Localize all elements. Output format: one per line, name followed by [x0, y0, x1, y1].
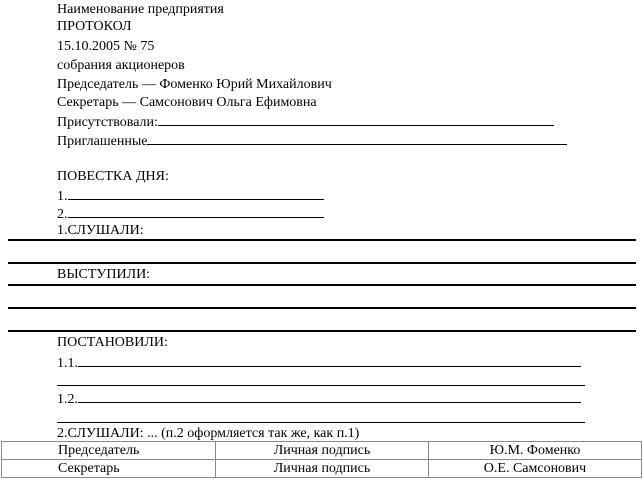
fill-rule [57, 385, 585, 386]
secretary-line: Секретарь — Самсонович Ольга Ефимовна [57, 95, 317, 110]
document-subject: собрания акционеров [57, 58, 185, 73]
resolution-item-number: 1.2. [57, 392, 78, 407]
resolution-item-number: 1.1. [57, 356, 78, 371]
signature-name: Ю.М. Фоменко [429, 442, 642, 460]
signature-table [1, 441, 642, 478]
resolution-item [57, 389, 581, 406]
document-type: ПРОТОКОЛ [57, 19, 132, 34]
resolution-item-blank [78, 353, 581, 367]
fill-rule [8, 284, 636, 286]
fill-rule [57, 422, 585, 423]
agenda-item [57, 204, 324, 221]
resolution-item [57, 353, 581, 370]
org-name: Наименование предприятия [57, 2, 224, 17]
resolution-item-blank [78, 389, 581, 403]
signature-role: Председатель [2, 442, 216, 460]
heard-1-label: 1.СЛУШАЛИ: [57, 223, 144, 238]
agenda-item-number: 1. [57, 189, 68, 204]
date-number: 15.10.2005 № 75 [57, 39, 155, 54]
table-row [2, 442, 642, 460]
invited-label: Приглашенные [57, 134, 148, 149]
resolved-label: ПОСТАНОВИЛИ: [57, 335, 168, 350]
fill-rule [8, 262, 636, 264]
agenda-item-number: 2. [57, 207, 68, 222]
signature-name: О.Е. Самсонович [429, 460, 642, 478]
table-row [2, 460, 642, 478]
signature-mark: Личная подпись [216, 460, 429, 478]
present-label: Присутствовали: [57, 115, 158, 130]
spoke-label: ВЫСТУПИЛИ: [57, 267, 151, 282]
present-line [57, 112, 554, 129]
present-blank [158, 112, 554, 126]
fill-rule [8, 239, 636, 241]
chairman-line: Председатель — Фоменко Юрий Михайлович [57, 77, 332, 92]
agenda-item-blank [68, 204, 324, 218]
fill-rule [8, 307, 636, 309]
agenda-item [57, 186, 324, 203]
heard-2-label: 2.СЛУШАЛИ: ... (п.2 оформляется так же, как п.1) [57, 426, 360, 441]
agenda-title: ПОВЕСТКА ДНЯ: [57, 169, 169, 184]
invited-blank [147, 131, 567, 145]
signature-role: Секретарь [2, 460, 216, 478]
signature-mark: Личная подпись [216, 442, 429, 460]
agenda-item-blank [68, 186, 324, 200]
fill-rule [8, 330, 636, 332]
invited-line [57, 131, 567, 148]
